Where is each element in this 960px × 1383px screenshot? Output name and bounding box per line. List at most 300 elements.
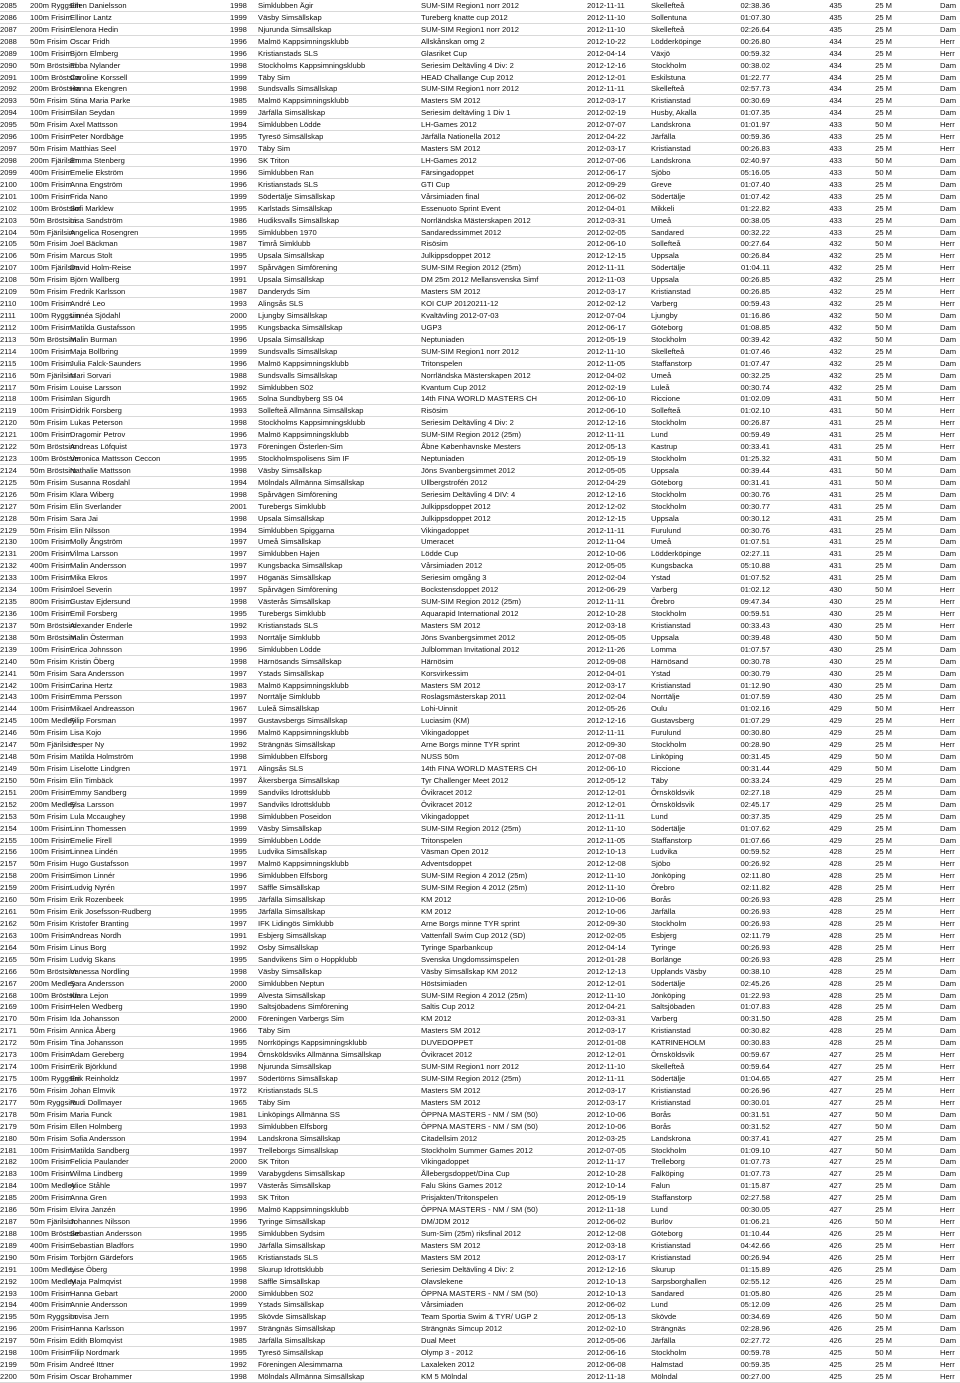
cell-sex: Herr <box>940 740 955 750</box>
cell-rank: 2086 <box>0 12 17 22</box>
cell-rank: 2130 <box>0 537 17 547</box>
cell-name: Emil Forsberg <box>70 609 118 619</box>
cell-pts: 428 <box>829 895 842 905</box>
table-row <box>0 429 960 441</box>
cell-comp: Bockstensdoppet 2012 <box>421 585 499 595</box>
cell-comp: 14th FINA WORLD MASTERS CH <box>421 394 538 404</box>
cell-pts: 427 <box>829 1062 842 1072</box>
cell-rank: 2095 <box>0 120 17 130</box>
table-row <box>0 489 960 501</box>
cell-club: Spårvägen Simförening <box>258 585 338 595</box>
cell-time: 02:27.18 <box>740 787 770 797</box>
cell-pts: 426 <box>829 1252 842 1262</box>
table-row <box>0 119 960 131</box>
cell-rank: 2146 <box>0 728 17 738</box>
cell-time: 00:33.24 <box>740 775 770 785</box>
table-row <box>0 238 960 250</box>
cell-date: 2012-03-17 <box>587 287 626 297</box>
table-row <box>0 298 960 310</box>
cell-comp: Övikracet 2012 <box>421 1050 473 1060</box>
cell-rank: 2105 <box>0 239 17 249</box>
cell-club: Stockholms Kappsimningsklubb <box>258 60 366 70</box>
cell-year: 1995 <box>230 954 247 964</box>
table-row <box>0 36 960 48</box>
cell-name: Erik Björklund <box>70 1062 117 1072</box>
cell-pool: 25 M <box>875 358 892 368</box>
cell-comp: Seriesim Deltävling 4 Div: 2 <box>421 418 514 428</box>
cell-pts: 430 <box>829 656 842 666</box>
cell-rank: 2182 <box>0 1157 17 1167</box>
cell-year: 1995 <box>230 454 247 464</box>
cell-name: Gustav Ejdersund <box>70 597 131 607</box>
cell-club: Malmö Kappsimningsklubb <box>258 96 349 106</box>
cell-comp: Ållebergsdoppet/Dina Cup <box>421 1169 510 1179</box>
cell-rank: 2150 <box>0 775 17 785</box>
cell-date: 2012-10-06 <box>587 549 626 559</box>
cell-date: 2012-06-02 <box>587 191 626 201</box>
cell-club: SK Triton <box>258 155 290 165</box>
cell-club: Föreningen Varbergs Sim <box>258 1014 344 1024</box>
cell-time: 00:32.25 <box>740 370 770 380</box>
cell-date: 2012-10-06 <box>587 1121 626 1131</box>
cell-club: Simklubben 1970 <box>258 227 317 237</box>
cell-event: 50m Frisim <box>30 907 68 917</box>
cell-date: 2012-02-05 <box>587 930 626 940</box>
cell-name: Sara Andersson <box>70 978 125 988</box>
cell-name: Silan Seydan <box>70 108 115 118</box>
cell-pool: 50 M <box>875 406 892 416</box>
cell-year: 1990 <box>230 1002 247 1012</box>
cell-event: 50m Frisim <box>30 1205 68 1215</box>
cell-name: Elin Sverlander <box>70 501 122 511</box>
cell-event: 100m Frisim <box>30 609 72 619</box>
cell-year: 1998 <box>230 752 247 762</box>
cell-year: 1997 <box>230 561 247 571</box>
cell-sex: Dam <box>940 525 957 535</box>
cell-place: Södertälje <box>651 1073 686 1083</box>
cell-club: Täby Sim <box>258 1026 291 1036</box>
cell-comp: Järfälla Nationella 2012 <box>421 132 501 142</box>
cell-rank: 2183 <box>0 1169 17 1179</box>
cell-name: Andreas Löfquist <box>70 442 127 452</box>
cell-place: Kristianstad <box>651 1252 691 1262</box>
cell-time: 00:31.52 <box>740 1121 770 1131</box>
cell-pool: 25 M <box>875 728 892 738</box>
cell-date: 2012-03-18 <box>587 620 626 630</box>
cell-pool: 25 M <box>875 990 892 1000</box>
cell-comp: Team Sportia Swim & TYR/ UGP 2 <box>421 1312 538 1322</box>
table-row <box>0 1335 960 1347</box>
cell-comp: SUM-SIM Region 4 2012 (25m) <box>421 871 528 881</box>
cell-event: 50m Fjärilsim <box>30 227 76 237</box>
cell-rank: 2181 <box>0 1145 17 1155</box>
cell-event: 50m Frisim <box>30 764 68 773</box>
cell-name: Nathalie Mattsson <box>70 465 131 475</box>
cell-pts: 431 <box>829 501 842 511</box>
cell-name: Emma Persson <box>70 692 122 702</box>
cell-event: 50m Frisim <box>30 1252 68 1262</box>
cell-name: Maria Funck <box>70 1109 112 1119</box>
cell-event: 200m Frisim <box>30 1324 72 1334</box>
cell-place: Stockholm <box>651 334 687 344</box>
cell-rank: 2088 <box>0 36 17 46</box>
cell-date: 2012-11-17 <box>587 1157 626 1167</box>
cell-rank: 2143 <box>0 692 17 702</box>
cell-rank: 2087 <box>0 24 17 34</box>
table-row <box>0 441 960 453</box>
cell-date: 2012-05-19 <box>587 334 626 344</box>
cell-club: SK Triton <box>258 1157 290 1167</box>
cell-date: 2012-05-05 <box>587 561 626 571</box>
table-row <box>0 1073 960 1085</box>
cell-year: 1993 <box>230 632 247 642</box>
cell-club: Osby Simsällskap <box>258 942 319 952</box>
cell-place: Södertälje <box>651 191 686 201</box>
cell-club: Upsala Simsällskap <box>258 513 325 523</box>
cell-pts: 425 <box>829 1360 842 1370</box>
cell-club: Malmö Kappsimningsklubb <box>258 728 349 738</box>
cell-comp: Vikingadoppet <box>421 525 469 535</box>
cell-pts: 432 <box>829 322 842 332</box>
cell-name: Alexander Enderle <box>70 620 133 630</box>
cell-sex: Dam <box>940 835 957 845</box>
cell-year: 1997 <box>230 716 247 726</box>
cell-pool: 25 M <box>875 775 892 785</box>
cell-place: Falköping <box>651 1169 684 1179</box>
cell-time: 00:26.87 <box>740 418 770 428</box>
cell-name: Anna Gren <box>70 1193 107 1203</box>
cell-year: 1996 <box>230 167 247 177</box>
cell-rank: 2133 <box>0 573 17 583</box>
cell-pts: 433 <box>829 227 842 237</box>
cell-comp: SUM-SIM Region1 norr 2012 <box>421 84 519 94</box>
cell-name: Emmy Sandberg <box>70 787 127 797</box>
cell-place: Umeå <box>651 215 672 225</box>
cell-club: Spårvägen Simförening <box>258 489 338 499</box>
cell-club: Gustavsbergs Simsällskap <box>258 716 348 726</box>
cell-time: 00:33.41 <box>740 442 770 452</box>
cell-date: 2012-11-10 <box>587 990 626 1000</box>
cell-pool: 25 M <box>875 918 892 928</box>
cell-rank: 2173 <box>0 1050 17 1060</box>
cell-name: Tina Johansson <box>70 1038 124 1048</box>
cell-comp: KOI CUP 20120211-12 <box>421 299 499 309</box>
cell-club: Njurunda Simsällskap <box>258 24 332 34</box>
cell-date: 2012-01-28 <box>587 954 626 964</box>
cell-pool: 25 M <box>875 287 892 297</box>
cell-pts: 428 <box>829 918 842 928</box>
cell-pool: 25 M <box>875 251 892 261</box>
cell-club: Kristianstads SLS <box>258 620 318 630</box>
cell-comp: DM/JDM 2012 <box>421 1217 470 1227</box>
cell-pool: 25 M <box>875 573 892 583</box>
cell-sex: Dam <box>940 644 957 654</box>
cell-place: Skellefteå <box>651 346 685 356</box>
cell-club: Simklubben Elfsborg <box>258 752 328 762</box>
table-row <box>0 346 960 358</box>
cell-pts: 428 <box>829 930 842 940</box>
cell-time: 01:07.57 <box>740 644 770 654</box>
cell-club: Alvesta Simsällskap <box>258 990 326 1000</box>
cell-comp: Ullbergstrofén 2012 <box>421 477 488 487</box>
cell-pts: 429 <box>829 764 842 773</box>
cell-place: Lödderköpinge <box>651 36 702 46</box>
cell-sex: Dam <box>940 728 957 738</box>
cell-pts: 432 <box>829 299 842 309</box>
cell-year: 1998 <box>230 811 247 821</box>
cell-club: Väsby Simsällskap <box>258 465 322 475</box>
cell-year: 1998 <box>230 60 247 70</box>
cell-sex: Herr <box>940 251 955 261</box>
cell-name: Klara Wiberg <box>70 489 114 499</box>
cell-sex: Dam <box>940 775 957 785</box>
cell-date: 2012-12-16 <box>587 1264 626 1274</box>
cell-year: 1992 <box>230 620 247 630</box>
table-row <box>0 727 960 739</box>
cell-name: Carina Hertz <box>70 680 113 690</box>
cell-date: 2012-01-08 <box>587 1038 626 1048</box>
cell-rank: 2152 <box>0 799 17 809</box>
cell-name: Hanna Ekengren <box>70 84 127 94</box>
cell-pool: 50 M <box>875 764 892 773</box>
cell-sex: Dam <box>940 215 957 225</box>
cell-rank: 2115 <box>0 358 17 368</box>
cell-event: 50m Frisim <box>30 513 68 523</box>
cell-place: Borås <box>651 1109 671 1119</box>
cell-club: Saltsjöbadens Simförening <box>258 1002 349 1012</box>
cell-date: 2012-03-17 <box>587 680 626 690</box>
cell-time: 00:59.35 <box>740 1360 770 1370</box>
cell-sex: Dam <box>940 978 957 988</box>
cell-year: 1998 <box>230 24 247 34</box>
cell-sex: Dam <box>940 346 957 356</box>
cell-pts: 435 <box>829 24 842 34</box>
cell-sex: Dam <box>940 656 957 666</box>
table-row <box>0 393 960 405</box>
cell-pts: 432 <box>829 251 842 261</box>
cell-pool: 25 M <box>875 1228 892 1238</box>
cell-year: 1998 <box>230 84 247 94</box>
cell-pts: 430 <box>829 680 842 690</box>
cell-time: 02:26.64 <box>740 24 770 34</box>
table-row <box>0 131 960 143</box>
cell-pool: 25 M <box>875 537 892 547</box>
table-row <box>0 1061 960 1073</box>
cell-date: 2012-11-18 <box>587 1205 626 1215</box>
cell-rank: 2141 <box>0 668 17 678</box>
cell-rank: 2109 <box>0 287 17 297</box>
table-row <box>0 1133 960 1145</box>
cell-name: André Leo <box>70 299 106 309</box>
cell-sex: Dam <box>940 1312 957 1322</box>
cell-club: Skurup Idrottsklubb <box>258 1264 324 1274</box>
cell-event: 50m Fjärilsim <box>30 740 76 750</box>
cell-comp: LH-Games 2012 <box>421 155 477 165</box>
cell-pts: 427 <box>829 1097 842 1107</box>
cell-club: Norrköpings Kappsimningsklubb <box>258 1038 367 1048</box>
cell-time: 00:26.85 <box>740 275 770 285</box>
cell-pool: 25 M <box>875 549 892 559</box>
cell-club: Alingsås SLS <box>258 764 304 773</box>
cell-event: 50m Frisim <box>30 752 68 762</box>
cell-pts: 430 <box>829 620 842 630</box>
cell-club: Simklubben Spiggarna <box>258 525 335 535</box>
cell-comp: Jöns Svanbergsimmet 2012 <box>421 632 516 642</box>
cell-pool: 25 M <box>875 489 892 499</box>
cell-pool: 25 M <box>875 895 892 905</box>
table-row <box>0 1097 960 1109</box>
cell-pool: 25 M <box>875 299 892 309</box>
cell-name: Andreé Ittner <box>70 1360 114 1370</box>
cell-pool: 25 M <box>875 740 892 750</box>
cell-place: Gustavsberg <box>651 716 695 726</box>
table-row <box>0 703 960 715</box>
cell-name: Hugo Gustafsson <box>70 859 129 869</box>
cell-comp: SUM-SIM Region1 norr 2012 <box>421 1062 519 1072</box>
table-row <box>0 918 960 930</box>
cell-place: Skellefteå <box>651 24 685 34</box>
cell-rank: 2111 <box>0 310 16 320</box>
cell-time: 00:37.35 <box>740 811 770 821</box>
cell-pool: 25 M <box>875 60 892 70</box>
cell-event: 100m Frisim <box>30 573 72 583</box>
cell-name: Alice Ståhle <box>70 1181 111 1191</box>
cell-place: Furulund <box>651 728 681 738</box>
cell-pts: 434 <box>829 60 842 70</box>
cell-date: 2012-07-06 <box>587 155 626 165</box>
cell-pts: 431 <box>829 442 842 452</box>
cell-place: Lund <box>651 430 668 440</box>
cell-pts: 434 <box>829 84 842 94</box>
table-row <box>0 1347 960 1359</box>
cell-event: 100m Medley <box>30 1276 76 1286</box>
cell-year: 1992 <box>230 740 247 750</box>
cell-event: 100m Frisim <box>30 644 72 654</box>
cell-name: Malin Burman <box>70 334 117 344</box>
cell-event: 50m Bröstsim <box>30 620 77 630</box>
cell-rank: 2106 <box>0 251 17 261</box>
cell-sex: Dam <box>940 764 957 773</box>
cell-pts: 426 <box>829 1312 842 1322</box>
cell-pts: 432 <box>829 310 842 320</box>
cell-name: Dragomir Petrov <box>70 430 126 440</box>
cell-event: 50m Frisim <box>30 477 68 487</box>
cell-place: Sollefteå <box>651 406 681 416</box>
cell-pool: 25 M <box>875 191 892 201</box>
cell-time: 00:30.69 <box>740 96 770 106</box>
cell-comp: Arne Borgs minne TYR sprint <box>421 740 520 750</box>
cell-club: Väsby Simsällskap <box>258 966 322 976</box>
cell-date: 2012-03-17 <box>587 1097 626 1107</box>
cell-time: 01:02.09 <box>740 394 770 404</box>
cell-date: 2012-10-06 <box>587 1109 626 1119</box>
cell-name: Julia Falck-Saunders <box>70 358 141 368</box>
cell-event: 100m Frisim <box>30 1050 72 1060</box>
cell-rank: 2165 <box>0 954 17 964</box>
cell-club: Upsala Simsällskap <box>258 334 325 344</box>
cell-rank: 2186 <box>0 1205 17 1215</box>
cell-sex: Herr <box>940 716 955 726</box>
cell-comp: ÖPPNA MASTERS - NM / SM (50) <box>421 1109 538 1119</box>
cell-comp: SUM-SIM Region1 norr 2012 <box>421 1 519 10</box>
cell-club: Södertörns Simsällskap <box>258 1073 338 1083</box>
cell-name: Malin Österman <box>70 632 124 642</box>
cell-rank: 2132 <box>0 561 17 571</box>
cell-date: 2012-10-28 <box>587 1169 626 1179</box>
cell-pts: 431 <box>829 394 842 404</box>
cell-place: Varberg <box>651 299 678 309</box>
table-row <box>0 668 960 680</box>
cell-sex: Dam <box>940 179 957 189</box>
cell-year: 1981 <box>230 1109 247 1119</box>
cell-club: Kungsbacka Simsällskap <box>258 561 343 571</box>
cell-comp: Risösim <box>421 239 449 249</box>
cell-event: 400m Frisim <box>30 167 72 177</box>
cell-time: 00:31.41 <box>740 477 770 487</box>
cell-name: Anna Engström <box>70 179 123 189</box>
cell-place: Ystad <box>651 668 671 678</box>
cell-place: Lund <box>651 811 668 821</box>
cell-club: Njurunda Simsällskap <box>258 1062 332 1072</box>
cell-pool: 50 M <box>875 322 892 332</box>
cell-time: 00:26.85 <box>740 287 770 297</box>
cell-place: Linköping <box>651 752 684 762</box>
cell-name: Andreas Nordh <box>70 930 122 940</box>
cell-time: 01:07.66 <box>740 835 770 845</box>
cell-place: Växjö <box>651 48 670 58</box>
table-row <box>0 715 960 727</box>
table-row <box>0 536 960 548</box>
cell-comp: Aquarapid International 2012 <box>421 609 519 619</box>
cell-rank: 2160 <box>0 895 17 905</box>
cell-comp: SUM-SIM Region 2012 (25m) <box>421 263 522 273</box>
cell-comp: DM 25m 2012 Mellansvenska Simf <box>421 275 539 285</box>
cell-place: Stockholm <box>651 418 687 428</box>
table-row <box>0 60 960 72</box>
cell-rank: 2199 <box>0 1360 17 1370</box>
cell-pts: 433 <box>829 144 842 154</box>
cell-name: Klara Lejon <box>70 990 109 1000</box>
cell-comp: SUM-SIM Region 4 2012 (25m) <box>421 883 528 893</box>
cell-date: 2012-02-19 <box>587 108 626 118</box>
cell-event: 100m Frisim <box>30 346 72 356</box>
cell-comp: Stockholm Summer Games 2012 <box>421 1145 533 1155</box>
cell-rank: 2167 <box>0 978 17 988</box>
cell-year: 1994 <box>230 120 247 130</box>
cell-time: 00:26.80 <box>740 36 770 46</box>
cell-time: 00:32.22 <box>740 227 770 237</box>
cell-event: 100m Bröstsim <box>30 454 81 464</box>
cell-event: 50m Frisim <box>30 1026 68 1036</box>
cell-date: 2012-12-08 <box>587 1228 626 1238</box>
cell-club: Järfälla Simsällskap <box>258 1336 326 1346</box>
cell-pool: 25 M <box>875 144 892 154</box>
cell-year: 1995 <box>230 1038 247 1048</box>
cell-time: 00:30.12 <box>740 513 770 523</box>
cell-pool: 50 M <box>875 310 892 320</box>
cell-comp: SUM-SIM Region1 norr 2012 <box>421 346 519 356</box>
cell-date: 2012-06-02 <box>587 1217 626 1227</box>
cell-name: Joel Bäckman <box>70 239 118 249</box>
cell-pool: 25 M <box>875 108 892 118</box>
cell-date: 2012-03-17 <box>587 1085 626 1095</box>
cell-sex: Herr <box>940 132 955 142</box>
cell-time: 00:59.51 <box>740 609 770 619</box>
cell-club: Danderyds Sim <box>258 287 310 297</box>
cell-comp: Dual Meet <box>421 1336 456 1346</box>
table-row <box>0 1264 960 1276</box>
cell-name: Frida Nano <box>70 191 108 201</box>
